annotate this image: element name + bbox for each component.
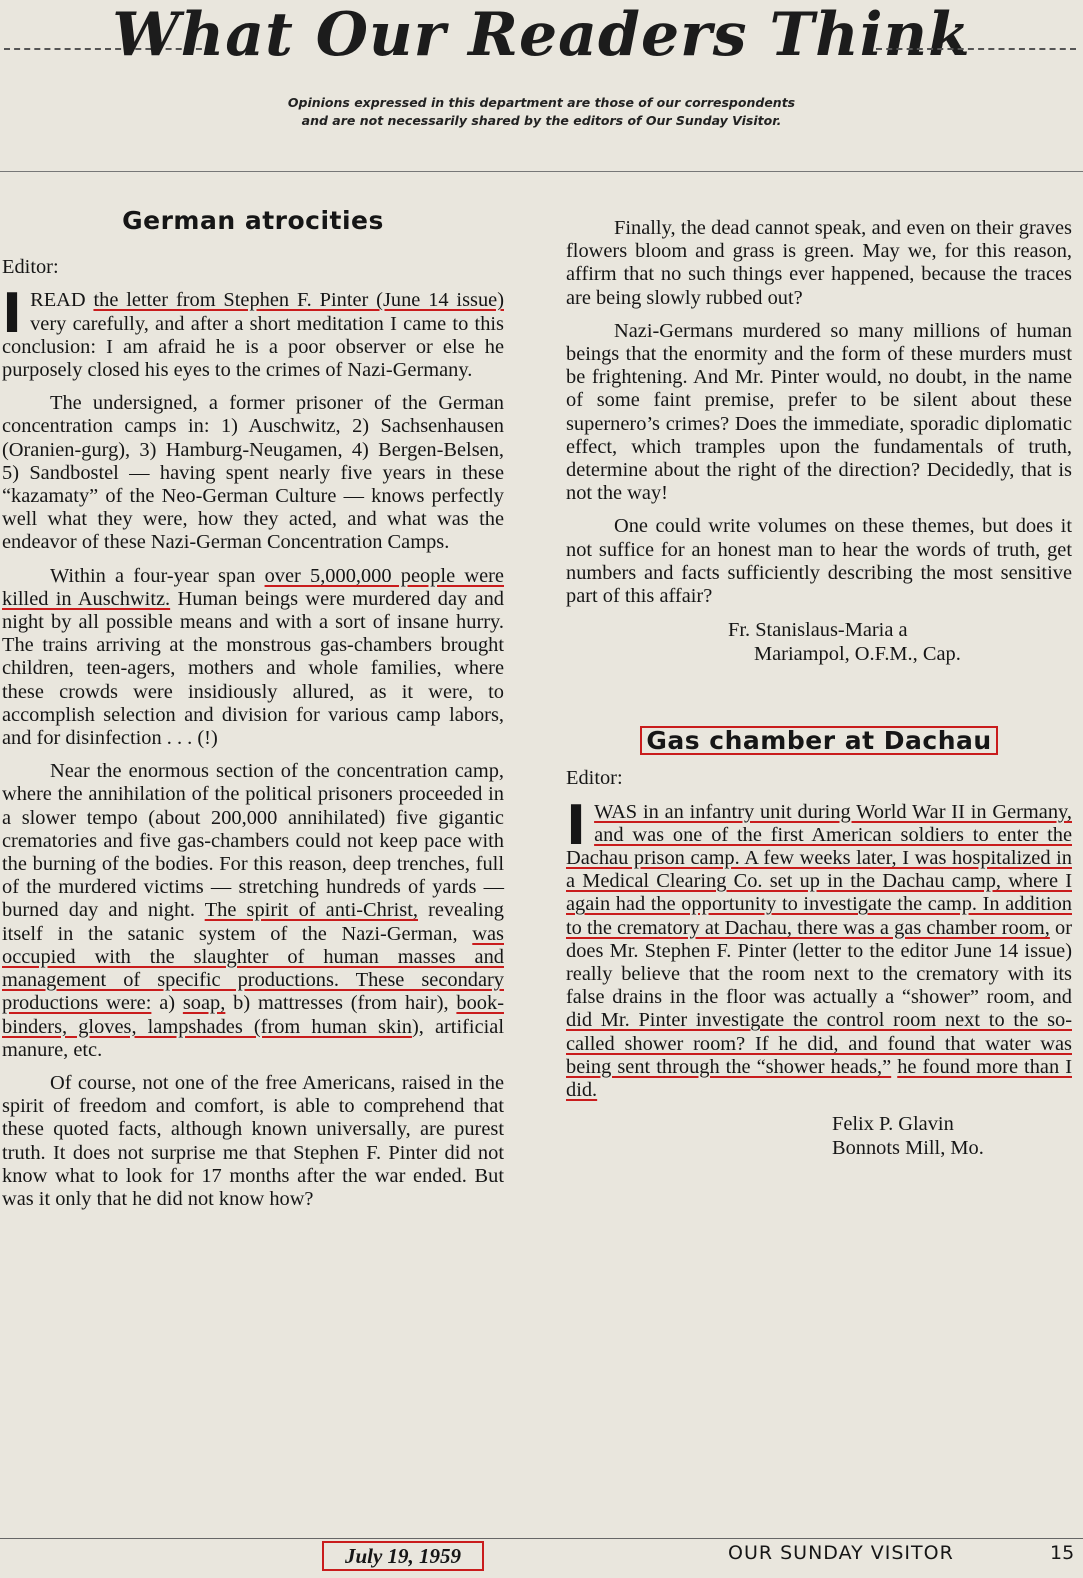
footer-divider bbox=[0, 1538, 1083, 1539]
drop-cap: I bbox=[2, 282, 23, 346]
letter-1-paragraph-4 bbox=[2, 760, 504, 1062]
disclaimer-line-1: Opinions expressed in this department are those of our correspondents bbox=[287, 95, 796, 110]
signature-line-1: Fr. Stanislaus-Maria a bbox=[728, 619, 908, 642]
underlined-text: WAS in an infantry unit during World War II in Germany, and was one of the first American soldiers to enter the Dachau prison camp. A few weeks later, I was hospitalized in a Medical Clearing Co. set up in the Dachau camp, where I again had the opportunity to investigate the camp. In addition to the crematory at Dachau, there was a gas chamber room, bbox=[566, 800, 1072, 939]
text-run: b) mattresses (from hair), bbox=[225, 992, 457, 1015]
text-run: ), artificial manure, etc. bbox=[2, 1015, 505, 1061]
signature-line-2: Mariampol, O.F.M., Cap. bbox=[754, 643, 961, 666]
text-run: Near the enormous section of the concentration camp, where the annihilation of the political prisoners proceeded in a slower tempo (about 200,000 annihilated) five gigantic crematories and five gas-chambers could not keep pace with the burning of the bodies. For this reason, deep trenches, full of the murdered victims — stretching hundreds of yards — burned day and night. bbox=[2, 760, 504, 922]
masthead-divider bbox=[0, 171, 1083, 172]
underlined-text: was occupied with the slaughter of human masses and management of specific productions. These secondary productions were: bbox=[2, 922, 504, 1015]
page-number: 15 bbox=[1050, 1542, 1075, 1564]
letter-1-signature bbox=[566, 618, 1072, 666]
underlined-text: the letter from Stephen F. Pinter (June 14 issue) bbox=[93, 289, 504, 312]
underlined-text: he found more than I did. bbox=[566, 1055, 1072, 1102]
text-run: READ bbox=[30, 289, 94, 312]
letter-1-headline: German atrocities bbox=[122, 206, 384, 235]
letter-1-paragraph-6: Finally, the dead cannot speak, and even on their graves flowers bloom and grass is green. May we, for this reason, affirm that no such things ever happened, because the traces are being slowly rubbed out? bbox=[566, 217, 1072, 309]
page-title: What Our Readers Think bbox=[112, 0, 971, 70]
letter-2-signature bbox=[566, 1112, 1072, 1160]
disclaimer bbox=[200, 94, 883, 130]
letter-1-paragraph-2: The undersigned, a former prisoner of the German concentration camps in: 1) Auschwitz, 2) Sachsenhausen (Oranien-gurg), 3) Hamburg-Neugamen, 4) Bergen-Belsen, 5) Sandbostel — having spent nearly five years in these “kazamaty” of the Neo-German Culture — knows perfectly well what they were, how they acted, and what was the endeavor of these Nazi-German Concentration Camps. bbox=[2, 392, 504, 554]
signature-line-2: Bonnots Mill, Mo. bbox=[832, 1137, 984, 1160]
underlined-text: The spirit of anti-Christ, bbox=[204, 899, 418, 922]
drop-cap: I bbox=[566, 793, 587, 857]
letter-1-paragraph-7: Nazi-Germans murdered so many millions of human beings that the enormity and the form of these murders must be frightening. And Mr. Pinter would, no doubt, in the name of some faint premise, prefer to be silent about these supernero’s crimes? Does the immediate, sporadic diplomatic effect, which tramples upon the fundamentals of truth, determine about the right of the direction? Decidedly, that is not the way! bbox=[566, 319, 1072, 505]
text-run: a) bbox=[151, 992, 183, 1015]
underlined-text: over 5,000,000 people were killed in Auschwitz. bbox=[2, 564, 504, 610]
underlined-text: book-binders, gloves, lampshades (from human skin bbox=[2, 992, 504, 1038]
publication-name: OUR SUNDAY VISITOR bbox=[728, 1542, 954, 1564]
text-run: revealing itself in the satanic system of the Nazi-German, bbox=[2, 899, 504, 945]
letter-1-paragraph-8: One could write volumes on these themes, but does it not suffice for an honest man to hear the words of truth, get numbers and facts sufficiently describing the most sensitive part of this affair? bbox=[566, 515, 1072, 608]
letter-2-headline-wrap bbox=[566, 726, 1072, 755]
text-run: very carefully, and after a short meditation I came to this conclusion: I am afraid he is a poor observer or else he purposely closed his eyes to the crimes of Nazi-Germany. bbox=[2, 312, 504, 382]
underlined-text: did Mr. Pinter investigate the control room next to the so-called shower room? If he did, and found that water was being sent through the “shower heads,” bbox=[566, 1009, 1072, 1078]
letter-1-salutation: Editor: bbox=[2, 256, 59, 279]
letter-2-salutation: Editor: bbox=[566, 767, 623, 790]
underlined-text: soap, bbox=[182, 992, 226, 1015]
masthead-rule-right bbox=[876, 48, 1076, 50]
disclaimer-line-2: and are not necessarily shared by the editors of Our Sunday Visitor. bbox=[301, 113, 782, 128]
column-right bbox=[566, 217, 1072, 1160]
letter-2-paragraph-1 bbox=[566, 793, 1072, 1103]
signature-line-1: Felix P. Glavin bbox=[832, 1113, 954, 1136]
text-run: Human beings were murdered day and night by all possible means and with a sort of insane hurry. The trains arriving at the monstrous gas-chambers brought children, teen-agers, mothers and whole families, where these crowds were insidiously allured, as it were, to accomplish selection and division for various camp labors, and for disinfection . . . (!) bbox=[2, 587, 504, 750]
issue-date: July 19, 1959 bbox=[322, 1541, 484, 1571]
text-run: Within a four-year span bbox=[50, 564, 265, 587]
letter-1-paragraph-1 bbox=[2, 282, 504, 382]
text-run: or does Mr. Stephen F. Pinter (letter to the editor June 14 issue) really believe that the room next to the crematory with its false drains in the floor was actually a “shower” room, and bbox=[566, 916, 1072, 1009]
letter-1-paragraph-5: Of course, not one of the free Americans, raised in the spirit of freedom and comfort, is able to comprehend that these quoted facts, although known universally, are purest truth. It does not surprise me that Stephen F. Pinter did not know what to look for 17 months after the war ended. But was it only that he did not know how? bbox=[2, 1071, 504, 1210]
letter-1-paragraph-3 bbox=[2, 565, 504, 751]
column-left bbox=[2, 205, 504, 1221]
masthead bbox=[0, 0, 1083, 172]
letter-2-headline: Gas chamber at Dachau bbox=[640, 726, 997, 755]
